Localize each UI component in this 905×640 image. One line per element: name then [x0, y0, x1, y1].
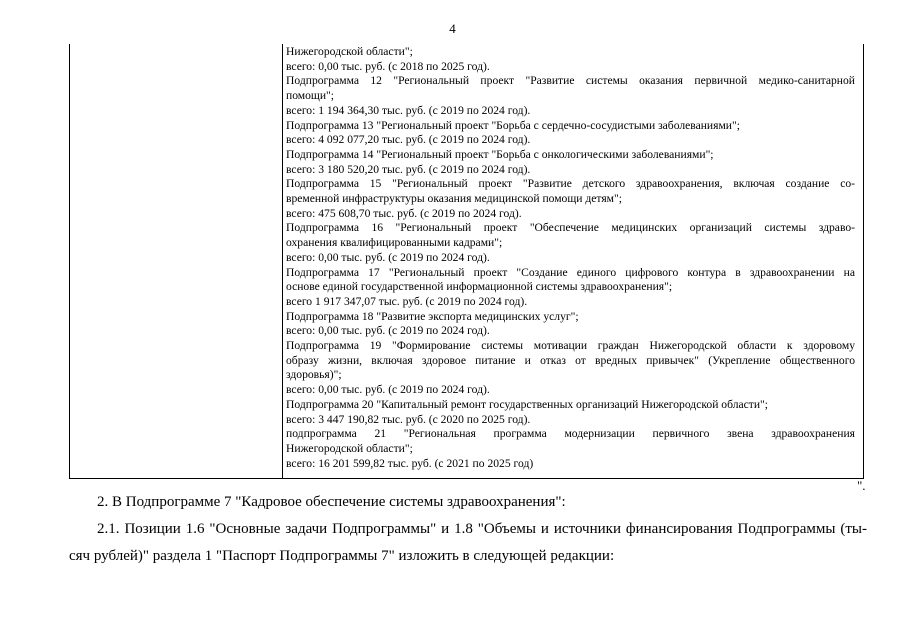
table-line: охранения квалифицированными кадрами";	[286, 236, 503, 250]
paragraph-item-2-1: 2.1. Позиции 1.6 "Основные задачи Подпрограммы" и 1.8 "Объемы и источники финансирования Подпрограммы (ты-	[97, 521, 867, 537]
table-line: Подпрограмма 15 "Региональный проект "Развитие детского здравоохранения, включая создание со-	[286, 177, 855, 191]
table-line: подпрограмма 21 "Региональная программа модернизации первичного звена здравоохранения	[286, 427, 855, 441]
table-line: Подпрограмма 20 "Капитальный ремонт государственных организаций Нижегородской области";	[286, 397, 768, 411]
table-line: всего 1 917 347,07 тыс. руб. (с 2019 по 2024 год).	[286, 294, 528, 308]
table-line: всего: 4 092 077,20 тыс. руб. (с 2019 по 2024 год).	[286, 133, 531, 147]
table-right-cell	[283, 44, 863, 478]
table-line: помощи";	[286, 89, 334, 103]
table-line: всего: 0,00 тыс. руб. (с 2019 по 2024 год).	[286, 324, 490, 338]
table-line: здоровья)";	[286, 368, 342, 382]
table-line: Подпрограмма 19 "Формирование системы мотивации граждан Нижегородской области к здоровому	[286, 339, 855, 353]
table-line: всего: 0,00 тыс. руб. (с 2019 по 2024 год).	[286, 250, 490, 264]
table-line: временной инфраструктуры оказания медицинской помощи детям";	[286, 192, 622, 206]
closing-quote: ".	[857, 478, 866, 493]
table-line: Подпрограмма 16 "Региональный проект "Обеспечение медицинских организаций системы здраво-	[286, 221, 855, 235]
paragraph-item-2: 2. В Подпрограмме 7 "Кадровое обеспечение системы здравоохранения":	[97, 494, 566, 510]
table-line: Подпрограмма 18 "Развитие экспорта медицинских услуг";	[286, 309, 579, 323]
table-line: Нижегородской области";	[286, 45, 413, 58]
table-line: образу жизни, включая здоровое питание и отказ от вредных привычек" (Укрепление общественного	[286, 353, 855, 367]
table-line: всего: 475 608,70 тыс. руб. (с 2019 по 2024 год).	[286, 206, 522, 220]
table-line: всего: 0,00 тыс. руб. (с 2019 по 2024 год).	[286, 383, 490, 397]
passport-table	[69, 44, 864, 479]
table-line: основе единой государственной информационной системы здравоохранения";	[286, 280, 673, 294]
table-line: Подпрограмма 17 "Региональный проект "Создание единого цифрового контура в здравоохранении на	[286, 265, 855, 279]
table-line: всего: 1 194 364,30 тыс. руб. (с 2019 по 2024 год).	[286, 103, 531, 117]
paragraph-item-2-1-continued: сяч рублей)" раздела 1 "Паспорт Подпрограммы 7" изложить в следующей редакции:	[69, 548, 615, 564]
table-line: Подпрограмма 12 "Региональный проект "Развитие системы оказания первичной медико-санитарной	[286, 74, 855, 88]
table-line: всего: 16 201 599,82 тыс. руб. (с 2021 по 2025 год)	[286, 456, 534, 470]
table-line: Подпрограмма 14 "Региональный проект "Борьба с онкологическими заболеваниями";	[286, 147, 714, 161]
table-line: всего: 3 180 520,20 тыс. руб. (с 2019 по 2024 год).	[286, 162, 531, 176]
table-left-cell	[70, 44, 283, 478]
table-line: Подпрограмма 13 "Региональный проект "Борьба с сердечно-сосудистыми заболеваниями";	[286, 118, 740, 132]
page-number: 4	[449, 21, 456, 36]
table-line: Нижегородской области";	[286, 441, 413, 455]
table-line: всего: 3 447 190,82 тыс. руб. (с 2020 по 2025 год).	[286, 412, 531, 426]
table-line: всего: 0,00 тыс. руб. (с 2018 по 2025 год).	[286, 59, 490, 73]
